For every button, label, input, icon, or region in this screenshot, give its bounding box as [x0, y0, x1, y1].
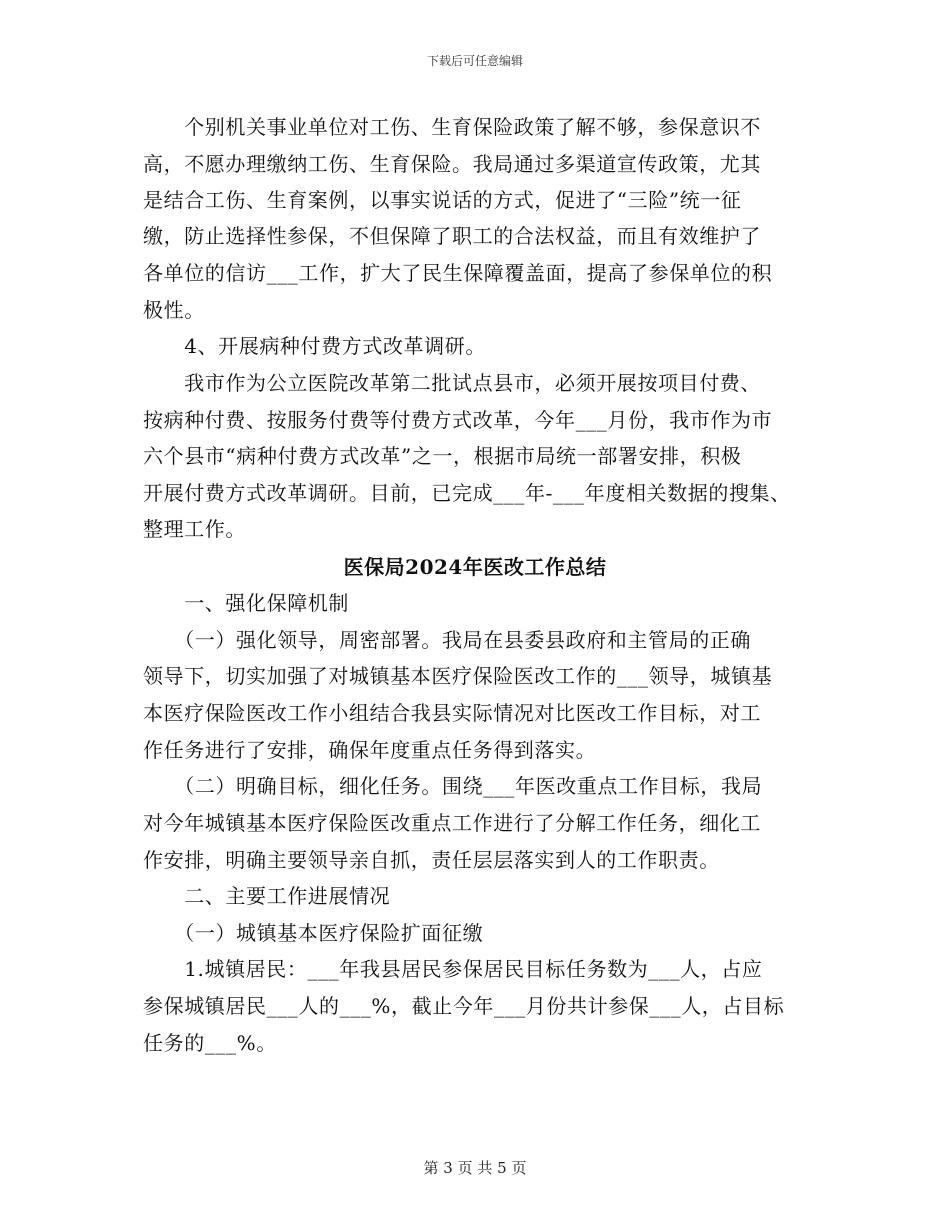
paragraph-line: 作安排，明确主要领导亲自抓，责任层层落实到人的工作职责。	[143, 848, 720, 872]
paragraph-line: 极性。	[143, 298, 205, 322]
paragraph-line: 高，不愿办理缴纳工伤、生育保险。我局通过多渠道宣传政策，尤其	[143, 152, 761, 176]
section-heading: （一）城镇基本医疗保险扩面征缴	[143, 921, 484, 945]
paragraph-line: 是结合工伤、生育案例，以事实说话的方式，促进了“三险”统一征	[143, 188, 742, 212]
paragraph-line: 整理工作。	[143, 517, 246, 541]
paragraph-line: （二）明确目标，细化任务。围绕___年医改重点工作目标，我局	[143, 774, 763, 798]
paragraph-line: 作任务进行了安排，确保年度重点任务得到落实。	[143, 738, 597, 762]
section-heading: 二、主要工作进展情况	[143, 884, 391, 908]
paragraph-line: 我市作为公立医院改革第二批试点县市，必须开展按项目付费、	[143, 371, 761, 395]
section-heading: 一、强化保障机制	[143, 591, 349, 615]
paragraph-line: 对今年城镇基本医疗保险医改重点工作进行了分解工作任务，细化工	[143, 811, 761, 835]
page-header: 下载后可任意编辑	[426, 54, 523, 68]
paragraph-line: 领导下，切实加强了对城镇基本医疗保险医改工作的___领导，城镇基	[143, 664, 773, 688]
paragraph-line: 缴，防止选择性参保，不但保障了职工的合法权益，而且有效维护了	[143, 224, 761, 248]
paragraph-line: 本医疗保险医改工作小组结合我县实际情况对比医改工作目标，对工	[143, 701, 761, 725]
paragraph-line: 任务的___%。	[143, 1031, 277, 1055]
document-title: 医保局2024年医改工作总结	[343, 555, 607, 579]
paragraph-line: 按病种付费、按服务付费等付费方式改革，今年___月份，我市作为市	[143, 408, 773, 432]
paragraph-line: 各单位的信访___工作，扩大了民生保障覆盖面，提高了参保单位的积	[143, 261, 773, 285]
paragraph-line: 参保城镇居民___人的___%，截止今年___月份共计参保___人，占目标	[143, 994, 785, 1018]
paragraph-line: 开展付费方式改革调研。目前，已完成___年-___年度相关数据的搜集、	[143, 481, 791, 505]
page-number: 第 3 页 共 5 页	[423, 1159, 527, 1177]
paragraph-line: 个别机关事业单位对工伤、生育保险政策了解不够，参保意识不	[143, 115, 761, 139]
paragraph-line: 1.城镇居民：___年我县居民参保居民目标任务数为___人，占应	[143, 957, 763, 981]
paragraph-line: 六个县市“病种付费方式改革”之一，根据市局统一部署安排，积极	[143, 444, 742, 468]
paragraph-line: （一）强化领导，周密部署。我局在县委县政府和主管局的正确	[143, 628, 751, 652]
section-heading: 4、开展病种付费方式改革调研。	[143, 334, 486, 358]
